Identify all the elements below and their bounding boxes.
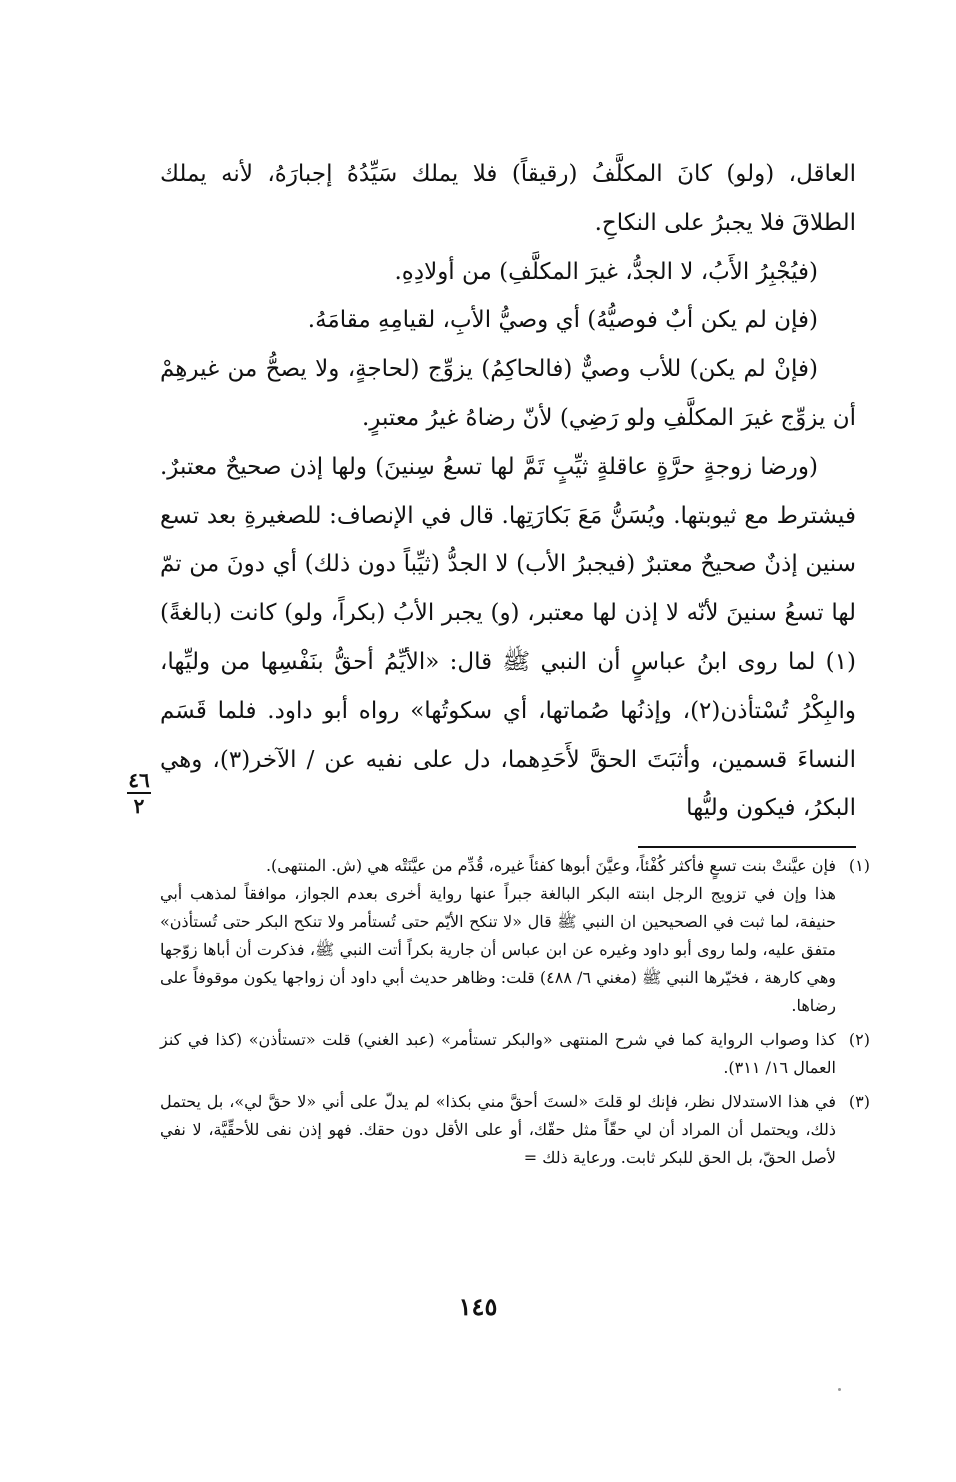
footnote-3 bbox=[160, 1088, 870, 1172]
margin-ref-numerator: ٤٦ bbox=[128, 768, 150, 792]
footnote-1-text: فإن عيَّنتْ بنت تسعٍ فأكثر كُفْئاً، وعيَّنَ أبوها كفئاً غيره، قُدِّم من عيَّنَتْه هي (ش. المنتهى). bbox=[265, 856, 836, 875]
paragraph-2: (فيُجْبِرُ الأَبُ، لا الجدُّ، غيرَ المكلَّفِ) من أولادِهِ. bbox=[394, 258, 818, 285]
footnote-2 bbox=[160, 1026, 870, 1082]
footnote-1-number: (١) bbox=[848, 856, 870, 875]
footnotes bbox=[160, 852, 870, 1172]
scan-dot bbox=[838, 1388, 841, 1391]
paragraph-3: (فإن لم يكن أبٌ فوصيُّهُ) أي وصيُّ الأبِ، لقيامِهِ مقامَهُ. bbox=[307, 307, 818, 334]
page-number: ١٤٥ bbox=[458, 1292, 498, 1321]
margin-page-reference bbox=[124, 770, 154, 816]
footnote-1-continuation: هذا وإن في تزويج الرجل ابنته البكر البالغة جبراً عنها رواية أخرى بعدم الجواز، موافقاً لمذهب أبي حنيفة، لما ثبت في الصحيحين ان النبي ﷺ قال «لا تنكح الأيّم حتى تُستأمر ولا تنكح البكر حتى تُستأذن» متفق عليه، ولما روى أبو داود وغيره عن ابن عباس أن جارية بكراً أتت النبي ﷺ، فذكرت أن أباها زوّجها وهي كارهة ، فخيّرها النبي ﷺ (مغني ٦/ ٤٨٨) قلت: وظاهر حديث أبي داود أن زواجها يكون موقوفاً على رضاها. bbox=[160, 884, 837, 1015]
footnote-3-text: في هذا الاستدلال نظر، فإنك لو قلتَ «لستَ أحقَّ مني بكذا» لم يدلّ على أني «لا حقَّ لي»، بل يحتمل ذلك، ويحتمل أن المراد أن لي حقّاً مثل حقّك، أو على الأقل دون حقك. فهو إذن نفى للأحقِّيَّة، لا نفي لأصل الحقّ، بل الحق للبكر ثابت. ورعاية ذلك = bbox=[160, 1092, 836, 1167]
footnote-1 bbox=[160, 852, 870, 880]
footnote-separator bbox=[638, 846, 856, 848]
footnote-3-number: (٣) bbox=[848, 1092, 870, 1111]
paragraph-1: العاقل، (ولو) كانَ المكلَّفُ (رقيقاً) فلا يملك سَيِّدُهُ إجبارَهُ، لأنه يملك الطلاقَ فلا يجبرُ على النكاحِ. bbox=[160, 161, 856, 236]
margin-ref-denominator: ٢ bbox=[133, 794, 145, 818]
footnote-2-text: كذا وصواب الرواية كما في شرح المنتهى «والبكر تستأمر» (عبد الغني) قلت «تستأذن» (كذا في كنز العمال ١٦/ ٣١١). bbox=[160, 1030, 836, 1077]
main-text bbox=[160, 150, 856, 833]
footnote-2-number: (٢) bbox=[848, 1030, 870, 1049]
paragraph-5: (ورضا زوجةٍ حرَّةٍ عاقلةٍ ثيِّبٍ تَمَّ لها تسعُ سِنينَ) ولها إذن صحيحٌ معتبرٌ. فيشترط مع ثيوبتها. ويُسَنُّ مَعَ بَكارَتِها. قال في الإنصاف: للصغيرةِ بعد تسع سنين إذنٌ صحيحٌ معتبرٌ (فيجبرُ الأب) لا الجدُّ (ثيِّباً دون ذلك) أي دونَ من تمّ لها تسعُ سنينَ لأنّه لا إذن لها معتبر، (و) يجبر الأبُ (بكراً، ولو) كانت (بالغةً)(١) لما روى ابنُ عباسٍ أن النبي ﷺ قال: «الأيِّمُ أحقُّ بنَفْسِها من وليِّها، والبِكْرُ تُسْتأذن(٢)، وإذنُها صُماتها، أي سكوتُها» رواه أبو داود. فلما قَسَم النساءَ قسمين، وأثبَتَ الحقَّ لأَحَدِهما، دل على نفيه عن / الآخر(٣)، وهي البكرُ، فيكون وليُّها bbox=[160, 453, 856, 822]
paragraph-4: (فإنْ لم يكن) للأب وصيٌّ (فالحاكِمُ) يزوِّج (لحاجةٍ، ولا يصحُّ من غيرهِمْ أن يزوِّج غيرَ المكلَّفِ ولو رَضِي) لأنّ رضاهُ غيرُ معتبرٍ. bbox=[160, 356, 856, 431]
